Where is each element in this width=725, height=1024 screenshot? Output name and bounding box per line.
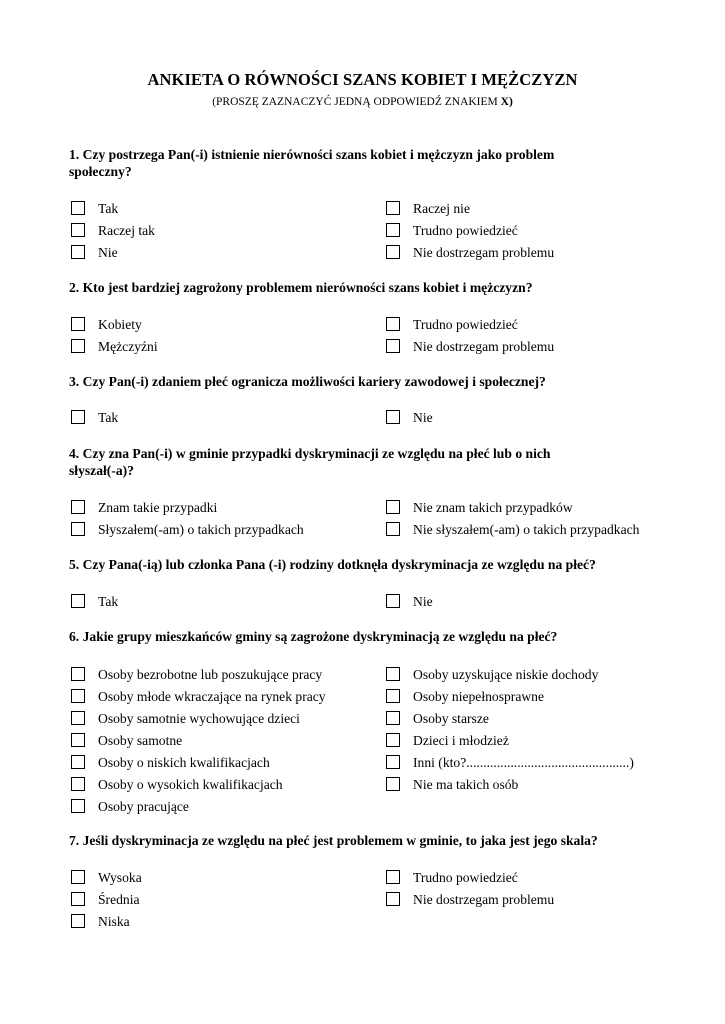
question-6 [69,628,659,645]
answer-checkbox[interactable] [71,223,85,237]
answer-label: Nie dostrzegam problemu [413,892,555,907]
answer-label: Mężczyźni [98,339,158,354]
question-text: 3. Czy Pan(-i) zdaniem płeć ogranicza możliwości kariery zawodowej i społecznej? [69,374,546,389]
instruction-text [0,96,725,108]
answer-label: Nie [413,410,433,425]
question-1 [69,146,659,180]
question-text: 4. Czy zna Pan(-i) w gminie przypadki dyskryminacji ze względu na płeć lub o nich [69,446,551,461]
question-text-continued: słyszał(-a)? [69,463,134,478]
answer-checkbox[interactable] [71,500,85,514]
question-text: 2. Kto jest bardziej zagrożony problemem nierówności szans kobiet i mężczyzn? [69,280,533,295]
answer-label: Trudno powiedzieć [413,870,518,885]
question-4 [69,445,659,479]
answer-checkbox[interactable] [71,892,85,906]
answer-label: Osoby uzyskujące niskie dochody [413,667,599,682]
question-5 [69,556,659,573]
page-title: ANKIETA O RÓWNOŚCI SZANS KOBIET I MĘŻCZYZN [147,70,578,89]
question-text: 1. Czy postrzega Pan(-i) istnienie nierówności szans kobiet i mężczyzn jako problem [69,147,555,162]
question-text: 7. Jeśli dyskryminacja ze względu na płeć jest problemem w gminie, to jaka jest jego skala? [69,833,598,848]
question-7 [69,832,659,849]
answer-label: Trudno powiedzieć [413,317,518,332]
answer-checkbox[interactable] [386,892,400,906]
answer-checkbox[interactable] [71,777,85,791]
answer-checkbox[interactable] [386,500,400,514]
answer-checkbox[interactable] [386,410,400,424]
answer-label: Osoby o niskich kwalifikacjach [98,755,270,770]
answer-checkbox[interactable] [71,245,85,259]
answer-label: Raczej tak [98,223,155,238]
answer-checkbox[interactable] [386,667,400,681]
answer-label: Inni (kto?................................................) [413,755,634,770]
question-2 [69,279,659,296]
answer-label: Osoby bezrobotne lub poszukujące pracy [98,667,323,682]
answer-checkbox[interactable] [71,914,85,928]
answer-label: Osoby pracujące [98,799,189,814]
answer-checkbox[interactable] [71,522,85,536]
answer-label: Nie [413,594,433,609]
answer-label: Tak [98,410,119,425]
answer-label: Niska [98,914,130,929]
answer-label: Osoby samotnie wychowujące dzieci [98,711,300,726]
question-text: 6. Jakie grupy mieszkańców gminy są zagrożone dyskryminacją ze względu na płeć? [69,629,558,644]
answer-checkbox[interactable] [386,711,400,725]
answer-label: Wysoka [98,870,142,885]
answer-label: Kobiety [98,317,142,332]
answer-checkbox[interactable] [386,594,400,608]
answer-checkbox[interactable] [71,667,85,681]
answer-checkbox[interactable] [71,755,85,769]
answer-checkbox[interactable] [386,522,400,536]
answer-checkbox[interactable] [386,777,400,791]
instruction-text-body: (PROSZĘ ZAZNACZYĆ JEDNĄ ODPOWIEDŹ ZNAKIEM [212,96,498,108]
answer-checkbox[interactable] [71,339,85,353]
answer-label: Osoby niepełnosprawne [413,689,544,704]
answer-label: Nie ma takich osób [413,777,519,792]
answer-checkbox[interactable] [71,317,85,331]
answer-label: Nie [98,245,118,260]
question-text: 5. Czy Pana(-ią) lub członka Pana (-i) rodziny dotknęła dyskryminacja ze względu na płeć? [69,557,596,572]
answer-checkbox[interactable] [71,689,85,703]
answer-checkbox[interactable] [386,689,400,703]
answer-label: Nie znam takich przypadków [413,500,573,515]
answer-checkbox[interactable] [71,733,85,747]
answer-checkbox[interactable] [386,339,400,353]
answer-label: Znam takie przypadki [98,500,218,515]
answer-checkbox[interactable] [71,410,85,424]
answer-label: Tak [98,201,119,216]
answer-label: Osoby samotne [98,733,183,748]
answer-checkbox[interactable] [386,755,400,769]
answer-label: Trudno powiedzieć [413,223,518,238]
answer-checkbox[interactable] [386,245,400,259]
answer-label: Nie dostrzegam problemu [413,339,555,354]
answer-checkbox[interactable] [386,223,400,237]
answer-checkbox[interactable] [71,799,85,813]
answer-checkbox[interactable] [386,201,400,215]
instruction-mark: X) [500,96,513,108]
answer-checkbox[interactable] [386,317,400,331]
answer-checkbox[interactable] [386,870,400,884]
answer-checkbox[interactable] [71,594,85,608]
answer-checkbox[interactable] [71,870,85,884]
answer-label: Tak [98,594,119,609]
answer-label: Słyszałem(-am) o takich przypadkach [98,522,304,537]
question-3 [69,373,659,390]
answer-label: Osoby starsze [413,711,489,726]
answer-label: Osoby młode wkraczające na rynek pracy [98,689,326,704]
question-text-continued: społeczny? [69,164,132,179]
answer-label: Dzieci i młodzież [413,733,509,748]
answer-checkbox[interactable] [386,733,400,747]
answer-label: Osoby o wysokich kwalifikacjach [98,777,283,792]
answer-checkbox[interactable] [71,711,85,725]
answer-checkbox[interactable] [71,201,85,215]
answer-label: Nie słyszałem(-am) o takich przypadkach [413,522,640,537]
answer-label: Raczej nie [413,201,470,216]
answer-label: Nie dostrzegam problemu [413,245,555,260]
answer-label: Średnia [98,892,140,907]
